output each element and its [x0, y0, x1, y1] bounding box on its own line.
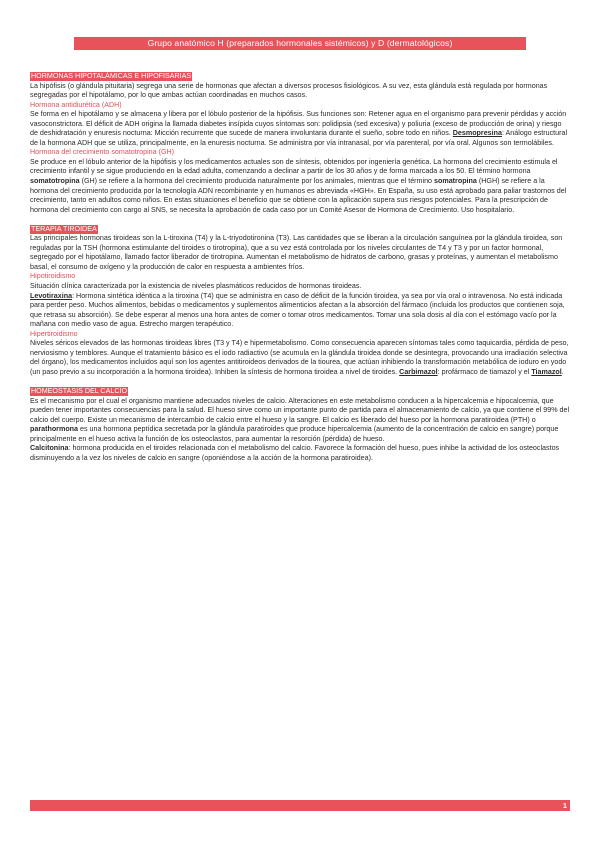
- spacer: [30, 215, 570, 225]
- term-parathormona: parathormona: [30, 425, 79, 434]
- page-number: 1: [562, 801, 567, 810]
- term-somatropina: somatropina: [434, 177, 477, 186]
- subheading-hipotiroidismo: Hipotiroidismo: [30, 272, 76, 281]
- section-heading-hormonas: HORMONAS HIPOTALÁMICAS E HIPOFISARIAS: [31, 72, 192, 80]
- document-body: [30, 72, 570, 463]
- term-somatotropina: somatotropina: [30, 177, 80, 186]
- levotiroxina-paragraph: [30, 292, 570, 330]
- tiroidea-intro: Las principales hormonas tiroideas son la L-tiroxina (T4) y la L-triyodotironina (T3). Las cantidades que se liberan a la circulación sanguínea por la glándula tiroidea, son reguladas por la TSH (hormona estimulante del tiroides o tirotropina), que a su vez está controlada por los niveles circulantes de T4 y T3 y por un factor hormonal, segregado por el hipotálamo, llamado factor liberador de tirotropina. Aumentan el metabolismo de hidratos de carbono, grasas y proteínas, y aumentan el metabolismo basal, el consumo de oxígeno y la producción de calor en respuesta a ambientes fríos.: [30, 234, 563, 271]
- spacer: [30, 378, 570, 388]
- document-title: Grupo anatómico H (preparados hormonales sistémicos) y D (dermatológicos): [74, 37, 526, 50]
- section-heading-tiroidea: TERAPIA TIROIDEA: [31, 224, 97, 233]
- hipertiroidismo-text: Niveles séricos elevados de las hormonas tiroideas libres (T3 y T4) e hipermetabolismo. Como consecuencia aparecen síntomas tales como taquicardia, pérdida de peso, nerviosismo y temblores. Aunque el tratamiento básico es el iodo radiactivo (se acumula en la glándula tiroidea donde se desintegra, provocando una irradiación selectiva del órgano), los medicamentos incluidos aquí son los agentes antitiroideos derivados de la tiourea, que actúan inhibiendo la transformación metabólica de ioduro en yodo (un paso previo a su incorporación a la hormona tiroidea). Inhiben la síntesis de hormona tiroidea a nivel de tiroides.: [30, 339, 569, 376]
- adh-text: Se forma en el hipotálamo y se almacena y libera por el lóbulo posterior de la hipófisis. Sus funciones son: Retener agua en el organismo para prevenir pérdidas y acción vasoconstrictora. El déficit de ADH origina la llamada diabetes insípida cuyos síntomas son: polidipsia (sed excesiva) y poliuria (exceso de producción de orina) y riesgo de deshidratación y enuresis nocturna: Micción recurrente que sucede de manera involuntaria durante el sueño, sobre todo en niños.: [30, 110, 567, 138]
- subheading-gh: Hormona del crecimiento somatotropina (GH): [30, 148, 175, 157]
- subheading-hipertiroidismo: Hipertiroidismo: [30, 329, 78, 338]
- term-carbimazol: Carbimazol: [399, 367, 438, 376]
- hipotiroidismo-text: Situación clínica caracterizada por la existencia de niveles plasmáticos reducidos de hormonas tiroideas.: [30, 282, 362, 291]
- gh-text-3: (HGH) se refiere a la hormona del crecimiento producida por la tecnología ADN recombinante y en humanos es abreviada «HGH». En España, su uso está aprobado para paliar trastornos del crecimiento, tanto en adultos como niños. En estas situaciones el beneficio que se obtiene con la aplicación supera sus riesgos potenciales. Para la prescripción de hormona del crecimiento con cargo al SNS, se necesita la aprobación de cada caso por un Comité Asesor de Hormona de Crecimiento. Uso hospitalario.: [30, 177, 567, 214]
- tiamazol-end: .: [561, 367, 564, 376]
- calcio-text-1: Es el mecanismo por el cual el organismo mantiene adecuados niveles de calcio. Alteraciones en este metabolismo conducen a la hipercalcemia e hipocalcemia, que pueden tener importantes consecuencias para la salud. El hueso sirve como un importante punto de partida para el almacenamiento de calcio, ya que contiene el 99% del calcio del cuerpo. Existe un mecanismo de intercambio de calcio entre el hueso y la sangre. El calcio es liberado del hueso por la hormona paratiroidea (PTH) o: [30, 396, 570, 424]
- term-tiamazol: Tiamazol: [531, 367, 562, 376]
- term-desmopresina: Desmopresina: [452, 129, 502, 138]
- levotiraxina-text: : Hormona sintética idéntica a la tiroxina (T4) que se administra en caso de déficit de la función tiroidea, ya sea por vía oral o intravenosa. No está indicada para perder peso. Muchos alimentos, bebidas o medicamentos y suplementos alimenticios afectan a la absorción del fármaco (incluida los productos que contienen soja, que retrasa su absorción). Se debe esperar al menos una hora antes de comer o tomar otros medicamentos. Tomar una sola dosis al día con el estómago vacío por la mañana con medio vaso de agua. Estrecho margen terapéutico.: [30, 291, 565, 329]
- gh-text-1: Se produce en el lóbulo anterior de la hipófisis y los medicamentos actuales son de síntesis, obtenidos por ingeniería genética. La hormona del crecimiento estimula el crecimiento infantil y se sigue produciendo en la edad adulta, comenzando a declinar a partir de los 30 años y de forma marcada a los 50. El término hormona: [30, 157, 558, 176]
- hormonas-intro: La hipófisis (o glándula pituitaria) segrega una serie de hormonas que afectan a diversos procesos fisiológicos. A su vez, esta glándula está regulada por hormonas segregadas por el hipotálamo, por lo que ambas actúan coordinadas en muchos casos.: [30, 81, 548, 100]
- page-footer: [30, 800, 570, 811]
- calcitonina-paragraph: [30, 444, 570, 463]
- carbimazol-text: : profármaco de tiamazol y el: [437, 367, 532, 376]
- section-heading-calcio: HOMEOSTASIS DEL CALCIO: [31, 387, 128, 396]
- calcio-text-2: es una hormona peptídica secretada por la glándula paratiroides que produce hipercalcemia (aumento de la concentración de calcio en sangre) porque principalmente en el hueso activa la función de los osteoclastos, para aumentar la resorción (pérdida) de hueso.: [30, 425, 559, 443]
- gh-paragraph: [30, 158, 570, 215]
- calcio-paragraph: [30, 397, 570, 445]
- hipertiroidismo-paragraph: [30, 339, 570, 377]
- calcitonina-text: : hormona producida en el tiroides relacionada con el metabolismo del calcio. Favorece la formación del hueso, pues inhibe la actividad de los osteoclastos disminuyendo a la vez los niveles de calcio en sangre (oponiéndose a la acción de la hormona paratiroidea).: [30, 444, 560, 462]
- gh-text-2: (GH) se refiere a la hormona del crecimiento producida naturalmente por los animales, mientras que el término: [79, 177, 435, 186]
- term-levotiraxina: Levotiraxina: [30, 291, 73, 300]
- term-calcitonina: Calcitonina: [30, 444, 69, 453]
- adh-paragraph: [30, 110, 570, 148]
- subheading-adh: Hormona antidiurética (ADH): [30, 100, 122, 109]
- desmopresina-text: : Análogo estructural de la hormona ADH que se utiliza, principalmente, en la enuresis nocturna. Se administra por vía intranasal, por vía parenteral, por vía oral. Algunos son termolábiles.: [30, 129, 568, 147]
